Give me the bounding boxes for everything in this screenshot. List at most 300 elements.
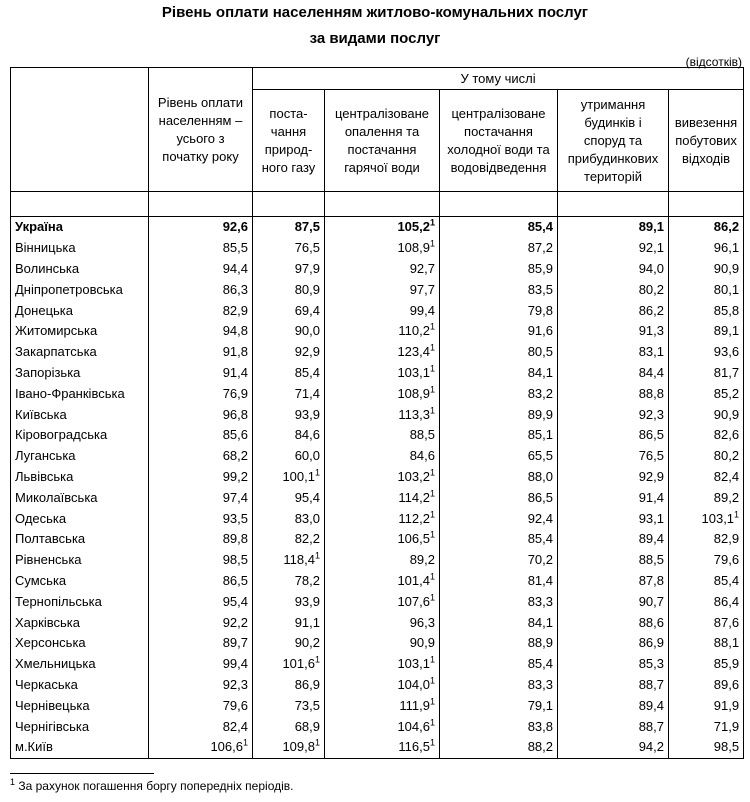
footnote-ref: 1 [429, 696, 435, 707]
region-name: Вінницька [11, 238, 149, 259]
footnote-ref: 1 [429, 384, 435, 395]
cell-total [149, 238, 253, 259]
cell-heating [325, 633, 440, 654]
cell-maintenance [558, 363, 669, 384]
cell-value: 103,1 [397, 656, 430, 672]
cell-total [149, 695, 253, 716]
cell-heating [325, 383, 440, 404]
footnote-marker: 1 [10, 777, 16, 787]
cell-value: 88,6 [638, 614, 664, 630]
cell-value: 80,2 [638, 281, 664, 297]
cell-total [149, 259, 253, 280]
cell-value: 96,1 [713, 240, 740, 256]
cell-value: 94,8 [222, 323, 248, 339]
cell-heating [325, 363, 440, 384]
cell-value: 91,1 [294, 614, 320, 630]
cell-maintenance [558, 238, 669, 259]
cell-waste [669, 737, 744, 758]
header-group: У тому числі [253, 68, 744, 90]
cell-value: 87,2 [527, 240, 553, 256]
cell-heating [325, 675, 440, 696]
cell-maintenance [558, 508, 669, 529]
region-name: Луганська [11, 446, 149, 467]
cell-total [149, 737, 253, 758]
cell-gas [253, 238, 325, 259]
footnote-ref: 1 [429, 675, 435, 686]
cell-value: 85,6 [222, 427, 248, 443]
cell-total [149, 571, 253, 592]
cell-maintenance [558, 550, 669, 571]
cell-value: 92,4 [527, 510, 553, 526]
cell-value: 86,2 [713, 219, 740, 235]
cell-water [440, 425, 558, 446]
cell-total [149, 383, 253, 404]
cell-value: 85,4 [527, 531, 553, 547]
table-row [11, 259, 744, 280]
cell-value: 90,9 [713, 406, 740, 422]
cell-value: 110,2 [398, 323, 430, 339]
cell-value: 91,4 [222, 364, 248, 380]
footnote-ref: 1 [314, 654, 320, 665]
payment-level-table [10, 67, 744, 759]
cell-maintenance [558, 716, 669, 737]
cell-value: 103,2 [397, 468, 430, 484]
region-name: Харківська [11, 612, 149, 633]
header-region [11, 68, 149, 192]
cell-value: 98,5 [713, 739, 740, 755]
cell-value: 85,4 [527, 219, 553, 235]
cell-value: 97,4 [222, 489, 248, 505]
cell-waste [669, 383, 744, 404]
cell-heating [325, 487, 440, 508]
footnote-ref: 1 [429, 654, 435, 665]
region-name: Чернігівська [11, 716, 149, 737]
cell-value: 91,3 [638, 323, 664, 339]
cell-value: 86,5 [638, 427, 664, 443]
region-name: Запорізька [11, 363, 149, 384]
cell-value: 92,2 [222, 614, 248, 630]
cell-heating [325, 654, 440, 675]
cell-water [440, 238, 558, 259]
cell-value: 97,9 [294, 260, 320, 276]
cell-value: 109,8 [282, 739, 315, 755]
table-row [11, 550, 744, 571]
cell-value: 123,4 [397, 344, 430, 360]
cell-value: 108,9 [397, 385, 430, 401]
region-name: Чернівецька [11, 695, 149, 716]
footnote-ref: 1 [429, 592, 435, 603]
table-row [11, 591, 744, 612]
cell-water [440, 737, 558, 758]
cell-value: 88,7 [638, 718, 664, 734]
cell-maintenance [558, 467, 669, 488]
cell-value: 71,9 [713, 718, 740, 734]
cell-waste [669, 404, 744, 425]
cell-value: 89,4 [638, 531, 664, 547]
cell-value: 85,4 [713, 572, 740, 588]
footnote [10, 779, 293, 793]
header-heating: централізоване опалення та постачання гарячої води [325, 90, 440, 192]
cell-water [440, 404, 558, 425]
header-gas: поста-чання природ-ного газу [253, 90, 325, 192]
region-name: м.Київ [11, 737, 149, 758]
cell-gas [253, 259, 325, 280]
footnote-ref: 1 [429, 342, 435, 353]
table-row [11, 300, 744, 321]
footnote-ref: 1 [429, 530, 435, 541]
region-name: Полтавська [11, 529, 149, 550]
cell-water [440, 446, 558, 467]
cell-gas [253, 529, 325, 550]
region-name: Львівська [11, 467, 149, 488]
cell-value: 89,2 [409, 552, 435, 568]
cell-total [149, 446, 253, 467]
table-body [11, 192, 744, 759]
footnote-divider [10, 773, 154, 774]
cell-water [440, 321, 558, 342]
region-name: Рівненська [11, 550, 149, 571]
footnote-ref: 1 [242, 737, 248, 748]
cell-heating [325, 695, 440, 716]
cell-value: 90,9 [409, 635, 435, 651]
cell-value: 93,1 [638, 510, 664, 526]
cell-maintenance [558, 259, 669, 280]
cell-gas [253, 550, 325, 571]
cell-value: 96,3 [409, 614, 435, 630]
cell-total [149, 675, 253, 696]
cell-value: 104,0 [397, 676, 430, 692]
region-name: Миколаївська [11, 487, 149, 508]
cell-heating [325, 404, 440, 425]
footnote-ref: 1 [429, 218, 435, 229]
footnote-ref: 1 [429, 737, 435, 748]
cell-maintenance [558, 591, 669, 612]
cell-value: 83,3 [527, 593, 553, 609]
region-name: Житомирська [11, 321, 149, 342]
footnote-text: За рахунок погашення боргу попередніх періодів. [18, 779, 294, 793]
cell-water [440, 217, 558, 238]
cell-value: 82,4 [713, 468, 740, 484]
cell-gas [253, 633, 325, 654]
cell-water [440, 342, 558, 363]
footnote-ref: 1 [314, 550, 320, 561]
cell-value: 97,7 [409, 281, 435, 297]
cell-value: 92,1 [638, 240, 664, 256]
cell-water [440, 383, 558, 404]
cell-heating [325, 737, 440, 758]
page-subtitle: за видами послуг [309, 30, 441, 47]
cell-value: 78,2 [294, 572, 320, 588]
cell-total [149, 321, 253, 342]
cell-heating [325, 571, 440, 592]
cell-value: 85,4 [294, 364, 320, 380]
cell-value: 80,9 [294, 281, 320, 297]
cell-value: 107,6 [397, 593, 430, 609]
cell-waste [669, 529, 744, 550]
cell-value: 99,2 [222, 468, 248, 484]
cell-value: 100,1 [282, 468, 315, 484]
cell-maintenance [558, 612, 669, 633]
region-name: Кіровоградська [11, 425, 149, 446]
cell-value: 88,5 [638, 552, 664, 568]
cell-value: 88,9 [527, 635, 553, 651]
table-row [11, 404, 744, 425]
cell-gas [253, 383, 325, 404]
cell-water [440, 633, 558, 654]
cell-waste [669, 591, 744, 612]
cell-value: 76,9 [222, 385, 248, 401]
region-name: Черкаська [11, 675, 149, 696]
footnote-ref: 1 [429, 238, 435, 249]
cell-maintenance [558, 654, 669, 675]
cell-value: 84,6 [294, 427, 320, 443]
footnote-ref: 1 [429, 363, 435, 374]
region-name: Київська [11, 404, 149, 425]
cell-value: 92,3 [222, 676, 248, 692]
cell-value: 90,0 [294, 323, 320, 339]
cell-maintenance [558, 342, 669, 363]
cell-value: 93,9 [294, 593, 320, 609]
cell-water [440, 716, 558, 737]
cell-total [149, 342, 253, 363]
cell-water [440, 508, 558, 529]
cell-value: 94,4 [222, 260, 248, 276]
header-waste: вивезення побутових відходів [669, 90, 744, 192]
cell-value: 114,2 [398, 489, 430, 505]
cell-maintenance [558, 300, 669, 321]
table-row [11, 238, 744, 259]
region-name: Дніпропетровська [11, 279, 149, 300]
cell-value: 79,1 [527, 697, 553, 713]
cell-value: 73,5 [294, 697, 320, 713]
cell-heating [325, 446, 440, 467]
cell-value: 113,3 [398, 406, 430, 422]
cell-value: 82,4 [222, 718, 248, 734]
cell-waste [669, 425, 744, 446]
cell-value: 88,7 [638, 676, 664, 692]
cell-heating [325, 300, 440, 321]
cell-value: 95,4 [294, 489, 320, 505]
cell-value: 85,3 [638, 656, 664, 672]
cell-value: 93,6 [713, 344, 740, 360]
cell-gas [253, 342, 325, 363]
cell-value: 106,5 [397, 531, 430, 547]
cell-value: 81,7 [713, 364, 740, 380]
cell-water [440, 279, 558, 300]
cell-waste [669, 363, 744, 384]
cell-value: 85,5 [222, 240, 248, 256]
cell-value: 92,3 [638, 406, 664, 422]
cell-value: 89,7 [222, 635, 248, 651]
cell-heating [325, 508, 440, 529]
cell-value: 76,5 [294, 240, 320, 256]
cell-water [440, 591, 558, 612]
footnote-ref: 1 [314, 737, 320, 748]
cell-maintenance [558, 487, 669, 508]
cell-value: 82,6 [713, 427, 740, 443]
region-name: Закарпатська [11, 342, 149, 363]
cell-value: 83,1 [638, 344, 664, 360]
cell-value: 83,8 [527, 718, 553, 734]
cell-maintenance [558, 737, 669, 758]
cell-maintenance [558, 425, 669, 446]
cell-value: 83,3 [527, 676, 553, 692]
cell-value: 93,5 [222, 510, 248, 526]
table-row [11, 716, 744, 737]
cell-value: 96,8 [222, 406, 248, 422]
cell-heating [325, 279, 440, 300]
region-name: Херсонська [11, 633, 149, 654]
cell-value: 89,8 [222, 531, 248, 547]
cell-value: 85,8 [713, 302, 740, 318]
cell-gas [253, 487, 325, 508]
cell-total [149, 279, 253, 300]
cell-waste [669, 695, 744, 716]
cell-heating [325, 217, 440, 238]
cell-gas [253, 675, 325, 696]
cell-value: 90,2 [294, 635, 320, 651]
cell-value: 104,6 [397, 718, 430, 734]
cell-value: 103,1 [397, 364, 430, 380]
cell-waste [669, 654, 744, 675]
cell-value: 89,1 [638, 219, 664, 235]
cell-value: 86,5 [527, 489, 553, 505]
footnote-ref: 1 [429, 405, 435, 416]
cell-heating [325, 529, 440, 550]
footnote-ref: 1 [429, 467, 435, 478]
cell-value: 105,2 [397, 219, 430, 235]
cell-water [440, 259, 558, 280]
table-row [11, 675, 744, 696]
cell-heating [325, 716, 440, 737]
cell-value: 92,9 [638, 468, 664, 484]
cell-value: 101,6 [282, 656, 315, 672]
cell-total [149, 591, 253, 612]
table-row [11, 279, 744, 300]
cell-water [440, 571, 558, 592]
cell-heating [325, 321, 440, 342]
cell-gas [253, 279, 325, 300]
cell-value: 85,1 [527, 427, 553, 443]
cell-gas [253, 737, 325, 758]
cell-waste [669, 259, 744, 280]
cell-value: 85,2 [713, 385, 740, 401]
cell-value: 81,4 [527, 572, 553, 588]
region-name: Тернопільська [11, 591, 149, 612]
cell-maintenance [558, 633, 669, 654]
cell-value: 69,4 [294, 302, 320, 318]
cell-value: 91,9 [713, 697, 740, 713]
table-row [11, 467, 744, 488]
cell-value: 86,5 [222, 572, 248, 588]
cell-value: 118,4 [283, 552, 315, 568]
table-row [11, 508, 744, 529]
cell-value: 83,5 [527, 281, 553, 297]
cell-total [149, 300, 253, 321]
cell-value: 93,9 [294, 406, 320, 422]
cell-gas [253, 425, 325, 446]
cell-waste [669, 716, 744, 737]
cell-total [149, 716, 253, 737]
cell-value: 92,7 [409, 260, 435, 276]
cell-value: 65,5 [527, 448, 553, 464]
cell-gas [253, 217, 325, 238]
cell-heating [325, 259, 440, 280]
cell-value: 88,2 [527, 739, 553, 755]
table-row [11, 446, 744, 467]
cell-gas [253, 654, 325, 675]
cell-maintenance [558, 446, 669, 467]
cell-water [440, 363, 558, 384]
cell-waste [669, 675, 744, 696]
cell-maintenance [558, 321, 669, 342]
table-row [11, 612, 744, 633]
cell-waste [669, 342, 744, 363]
cell-heating [325, 238, 440, 259]
cell-value: 79,8 [527, 302, 553, 318]
cell-total [149, 363, 253, 384]
cell-value: 106,6 [210, 739, 243, 755]
cell-value: 86,4 [713, 593, 740, 609]
cell-value: 86,3 [222, 281, 248, 297]
cell-total [149, 487, 253, 508]
table-row [11, 487, 744, 508]
cell-value: 94,0 [638, 260, 664, 276]
cell-value: 94,2 [638, 739, 664, 755]
cell-value: 82,2 [294, 531, 320, 547]
cell-value: 87,8 [638, 572, 664, 588]
cell-waste [669, 238, 744, 259]
cell-value: 83,0 [294, 510, 320, 526]
cell-total [149, 529, 253, 550]
footnote-ref: 1 [429, 717, 435, 728]
cell-value: 70,2 [527, 552, 553, 568]
header-maintenance: утримання будинків і споруд та прибудинкових територій [558, 90, 669, 192]
cell-value: 89,1 [713, 323, 740, 339]
units-label: (відсотків) [685, 55, 742, 69]
region-name: Одеська [11, 508, 149, 529]
cell-waste [669, 633, 744, 654]
cell-value: 90,9 [713, 260, 740, 276]
table-row [11, 737, 744, 758]
cell-maintenance [558, 695, 669, 716]
cell-waste [669, 508, 744, 529]
cell-total [149, 425, 253, 446]
footnote-ref: 1 [429, 571, 435, 582]
cell-maintenance [558, 529, 669, 550]
cell-value: 116,5 [398, 739, 430, 755]
cell-maintenance [558, 279, 669, 300]
cell-waste [669, 321, 744, 342]
cell-value: 86,2 [638, 302, 664, 318]
footnote-ref: 1 [314, 467, 320, 478]
cell-value: 101,4 [397, 572, 430, 588]
cell-value: 85,4 [527, 656, 553, 672]
footnote-ref: 1 [429, 322, 435, 333]
cell-value: 84,1 [527, 614, 553, 630]
table-row [11, 342, 744, 363]
cell-gas [253, 571, 325, 592]
cell-maintenance [558, 217, 669, 238]
region-name: Івано-Франківська [11, 383, 149, 404]
cell-heating [325, 591, 440, 612]
cell-value: 88,0 [527, 468, 553, 484]
cell-value: 89,2 [713, 489, 740, 505]
cell-value: 89,4 [638, 697, 664, 713]
cell-value: 79,6 [222, 697, 248, 713]
cell-waste [669, 279, 744, 300]
cell-value: 76,5 [638, 448, 664, 464]
